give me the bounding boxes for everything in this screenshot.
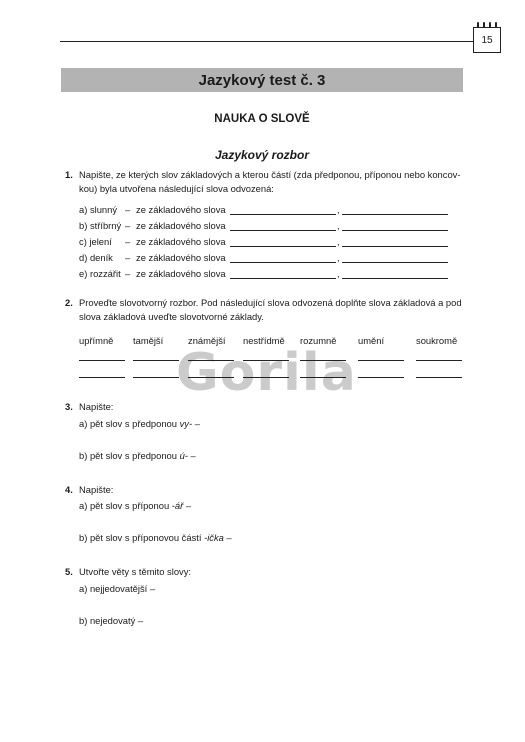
task-2-word: soukromě: [416, 335, 458, 346]
task-1-instruction-cont: kou) byla utvořena následující slova odvozená:: [79, 183, 274, 194]
task-5-number: 5.: [65, 566, 73, 577]
task-3-a: a) pět slov s předponou vy- –: [79, 418, 200, 429]
task-1-word: b) stříbrný: [79, 220, 122, 231]
task-2-word: známější: [188, 335, 226, 346]
task-1-blank[interactable]: [230, 214, 336, 215]
task-1-dash: –: [125, 220, 131, 231]
task-1-word: a) slunný: [79, 204, 118, 215]
task-1-dash: –: [125, 268, 131, 279]
task-1-blank[interactable]: [342, 278, 448, 279]
header-rule: [60, 41, 478, 42]
task-1-prompt: ze základového slova: [136, 220, 226, 231]
task-1-dash: –: [125, 236, 131, 247]
task-2-word: tamější: [133, 335, 164, 346]
task-2-blank[interactable]: [416, 377, 462, 378]
task-1-prompt: ze základového slova: [136, 252, 226, 263]
task-3-b: b) pět slov s předponou ú- –: [79, 450, 196, 461]
task-1-comma: ,: [337, 204, 340, 215]
task-1-dash: –: [125, 252, 131, 263]
subsection-title: Jazykový rozbor: [214, 148, 310, 162]
task-2-blank[interactable]: [188, 360, 234, 361]
task-2-blank[interactable]: [188, 377, 234, 378]
task-1-word: c) jelení: [79, 236, 112, 247]
task-2-blank[interactable]: [416, 360, 462, 361]
task-3-number: 3.: [65, 401, 73, 412]
watermark-logo: Gorila: [176, 343, 357, 403]
task-2-blank[interactable]: [79, 377, 125, 378]
task-1-blank[interactable]: [230, 278, 336, 279]
task-1-blank[interactable]: [230, 246, 336, 247]
task-5-b: b) nejedovatý –: [79, 615, 144, 626]
task-1-dash: –: [125, 204, 131, 215]
task-3-title: Napište:: [79, 401, 114, 412]
task-1-word: d) deník: [79, 252, 113, 263]
task-1-blank[interactable]: [342, 230, 448, 231]
task-1-prompt: ze základového slova: [136, 236, 226, 247]
task-5-title: Utvořte věty s těmito slovy:: [79, 566, 192, 577]
task-4-title: Napište:: [79, 484, 114, 495]
task-1-blank[interactable]: [342, 214, 448, 215]
task-1-number: 1.: [65, 169, 73, 180]
task-1-blank[interactable]: [342, 246, 448, 247]
task-2-blank[interactable]: [79, 360, 125, 361]
page-number: 15: [473, 27, 501, 53]
task-2-blank[interactable]: [133, 377, 179, 378]
task-2-blank[interactable]: [358, 377, 404, 378]
test-title-banner: Jazykový test č. 3: [61, 68, 463, 92]
task-1-instruction: Napište, ze kterých slov základových a kterou částí (zda předponou, příponou nebo koncov-: [79, 169, 461, 180]
task-2-word: upřímně: [79, 335, 114, 346]
task-4-a: a) pět slov s příponou -ář –: [79, 500, 192, 511]
task-2-instruction: Proveďte slovotvorný rozbor. Pod následující slova odvozená doplňte slova základová a pod: [79, 297, 462, 308]
task-2-word: nestřídmě: [243, 335, 285, 346]
task-1-comma: ,: [337, 236, 340, 247]
task-4-b: b) pět slov s příponovou částí -ička –: [79, 532, 232, 543]
task-2-word: rozumně: [300, 335, 337, 346]
task-4-number: 4.: [65, 484, 73, 495]
section-title: NAUKA O SLOVĚ: [214, 113, 310, 125]
task-1-prompt: ze základového slova: [136, 268, 226, 279]
task-1-comma: ,: [337, 268, 340, 279]
task-2-blank[interactable]: [300, 360, 346, 361]
task-1-comma: ,: [337, 220, 340, 231]
task-1-word: e) rozzářit: [79, 268, 121, 279]
task-2-number: 2.: [65, 297, 73, 308]
task-2-blank[interactable]: [358, 360, 404, 361]
task-2-blank[interactable]: [243, 360, 289, 361]
task-1-blank[interactable]: [230, 230, 336, 231]
task-2-blank[interactable]: [243, 377, 289, 378]
task-2-instruction-cont: slova základová uveďte slovotvorné základy.: [79, 311, 264, 322]
task-5-a: a) nejjedovatější –: [79, 583, 156, 594]
task-2-blank[interactable]: [133, 360, 179, 361]
task-1-blank[interactable]: [342, 262, 448, 263]
task-1-prompt: ze základového slova: [136, 204, 226, 215]
task-2-word: umění: [358, 335, 385, 346]
task-1-comma: ,: [337, 252, 340, 263]
task-1-blank[interactable]: [230, 262, 336, 263]
task-2-blank[interactable]: [300, 377, 346, 378]
